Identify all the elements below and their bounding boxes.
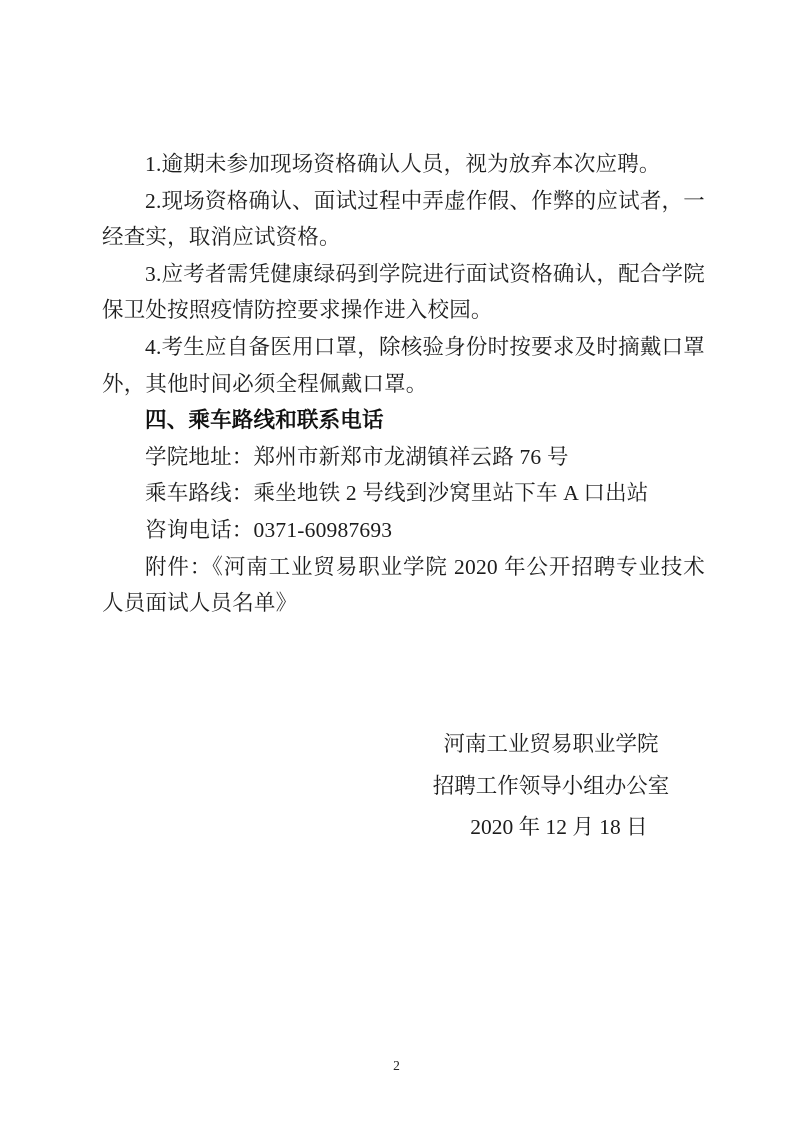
route-line: 乘车路线：乘坐地铁 2 号线到沙窝里站下车 A 口出站 [145,481,649,506]
signature-office: 招聘工作领导小组办公室 [432,773,670,798]
address-line: 学院地址：郑州市新郑市龙湖镇祥云路 76 号 [145,444,569,469]
note-paragraph-3: 3.应考者需凭健康绿码到学院进行面试资格确认，配合学院保卫处按照疫情防控要求操作进入校园。 [102,261,705,323]
section-heading: 四、乘车路线和联系电话 [145,408,384,433]
page-number: 2 [393,1058,400,1073]
note-paragraph-2: 2.现场资格确认、面试过程中弄虚作假、作弊的应试者，一经查实，取消应试资格。 [102,188,705,250]
note-paragraph-1: 1.逾期未参加现场资格确认人员，视为放弃本次应聘。 [145,152,661,176]
document-body [102,146,705,622]
signature-org: 河南工业贸易职业学院 [443,732,659,756]
signature-date: 2020 年 12 月 18 日 [470,815,648,839]
phone-line: 咨询电话：0371-60987693 [145,517,393,542]
note-paragraph-4: 4.考生应自备医用口罩，除核验身份时按要求及时摘戴口罩外，其他时间必须全程佩戴口罩。 [102,334,705,396]
attachment-line: 附件：《河南工业贸易职业学院 2020 年公开招聘专业技术人员面试人员名单》 [102,554,705,616]
signature-block [420,724,682,849]
